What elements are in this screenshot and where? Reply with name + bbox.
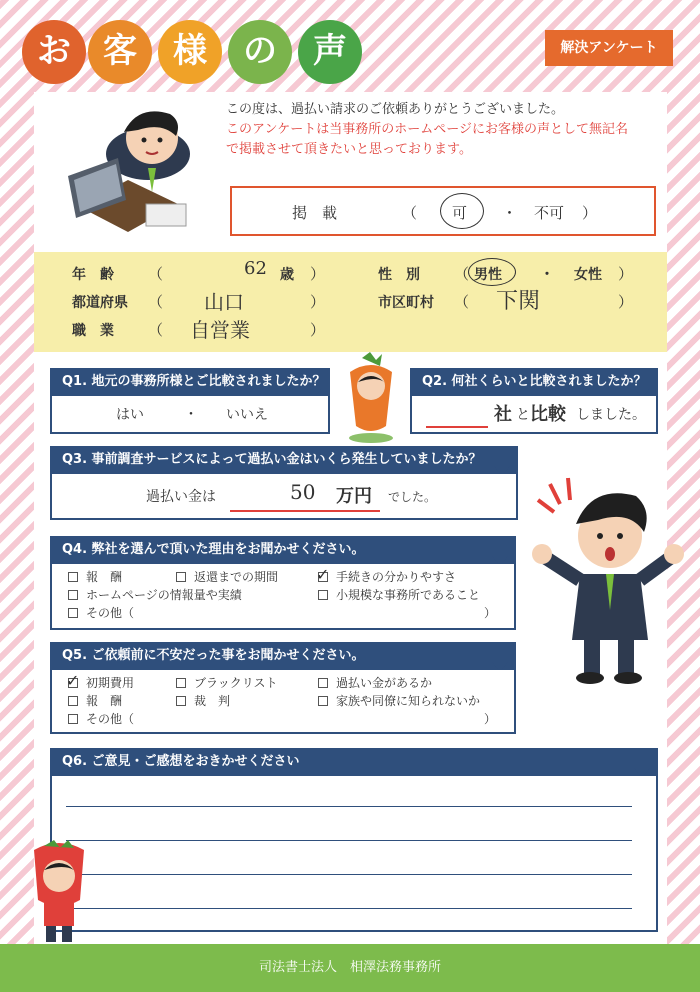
selected-circle bbox=[440, 193, 484, 229]
checkbox-icon[interactable] bbox=[176, 678, 186, 688]
prefecture-label: 都道府県 bbox=[72, 295, 128, 311]
checkbox-icon[interactable] bbox=[68, 608, 78, 618]
paren: ） bbox=[484, 712, 497, 726]
separator: ・ bbox=[502, 204, 518, 222]
option-label: 報 酬 bbox=[86, 570, 123, 584]
checkbox-icon[interactable] bbox=[68, 572, 78, 582]
paren: （ bbox=[454, 293, 470, 311]
option-label: その他（ bbox=[86, 606, 135, 620]
q3-header: Q3. 事前調査サービスによって過払い金はいくら発生していましたか？ bbox=[50, 446, 518, 474]
paren: ） bbox=[618, 265, 634, 283]
option-label: 過払い金があるか bbox=[336, 676, 433, 690]
q5-option[interactable] bbox=[318, 674, 432, 691]
paren: （ bbox=[148, 265, 164, 283]
q3-answer-box bbox=[50, 474, 518, 520]
page-title bbox=[22, 14, 382, 94]
option-label: 裁 判 bbox=[194, 694, 231, 708]
intro-text bbox=[226, 100, 666, 160]
option-label: 手続きの分かりやすさ bbox=[336, 570, 457, 584]
age-value[interactable]: 62 bbox=[244, 258, 267, 279]
q4-header: Q4. 弊社を選んで頂いた理由をお聞かせください。 bbox=[50, 536, 516, 564]
q5-header: Q5. ご依頼前に不安だった事をお聞かせください。 bbox=[50, 642, 516, 670]
checkbox-icon[interactable] bbox=[176, 696, 186, 706]
q2-header: Q2. 何社くらいと比較されましたか？ bbox=[410, 368, 658, 396]
q1-header: Q1. 地元の事務所様とご比較されましたか？ bbox=[50, 368, 330, 396]
job-label: 職 業 bbox=[72, 323, 114, 339]
selected-circle bbox=[468, 258, 516, 286]
gender-male[interactable]: 男性 bbox=[474, 267, 502, 283]
paren: ） bbox=[582, 204, 598, 222]
checkmark-icon: ✓ bbox=[316, 565, 330, 584]
checkbox-icon[interactable] bbox=[318, 678, 328, 688]
age-unit: 歳 bbox=[280, 267, 294, 283]
option-label: ホームページの情報量や実績 bbox=[86, 588, 242, 602]
intro-line: で掲載させて頂きたいと思っております。 bbox=[226, 142, 472, 157]
option-label: 返還までの期間 bbox=[194, 570, 279, 584]
checkbox-icon[interactable] bbox=[68, 714, 78, 724]
q2-to: と bbox=[516, 407, 530, 423]
q5-option[interactable] bbox=[176, 692, 230, 709]
q5-option[interactable] bbox=[66, 671, 135, 691]
publish-option-ok[interactable]: 可 bbox=[452, 204, 468, 222]
ruled-line bbox=[66, 874, 632, 875]
q2-suffix: しました。 bbox=[576, 407, 646, 423]
paren: ） bbox=[484, 606, 497, 620]
footer-company-name: 司法書士法人 相澤法務事務所 bbox=[0, 944, 700, 992]
strawberry-mascot-illustration bbox=[14, 840, 104, 950]
answer-underline bbox=[230, 510, 380, 512]
surprised-person-illustration bbox=[520, 470, 690, 686]
paren: （ bbox=[148, 321, 164, 339]
separator: ・ bbox=[184, 407, 198, 423]
ruled-line bbox=[66, 908, 632, 909]
checkbox-icon[interactable] bbox=[68, 696, 78, 706]
separator: ・ bbox=[540, 267, 554, 283]
q5-option-other[interactable] bbox=[68, 710, 134, 727]
checkbox-icon[interactable] bbox=[176, 572, 186, 582]
q4-option[interactable] bbox=[68, 568, 122, 585]
q5-option[interactable] bbox=[176, 674, 278, 691]
age-label: 年 齢 bbox=[72, 267, 114, 283]
q4-option[interactable] bbox=[68, 586, 242, 603]
gender-female[interactable]: 女性 bbox=[574, 267, 602, 283]
publish-option-ng[interactable]: 不可 bbox=[534, 204, 565, 222]
q1-yes[interactable]: はい bbox=[116, 407, 144, 423]
paren: （ bbox=[454, 265, 470, 283]
q4-option[interactable] bbox=[176, 568, 278, 585]
ruled-line bbox=[66, 806, 632, 807]
paren: （ bbox=[148, 293, 164, 311]
title-char: 客 bbox=[88, 20, 152, 84]
q2-company-unit: 社 bbox=[494, 404, 512, 425]
paren: ） bbox=[310, 321, 326, 339]
city-label: 市区町村 bbox=[378, 295, 434, 311]
q5-option[interactable] bbox=[68, 692, 122, 709]
carrot-mascot-illustration bbox=[336, 352, 406, 444]
ruled-line bbox=[66, 840, 632, 841]
checkmark-icon: ✓ bbox=[66, 671, 80, 690]
title-char: 様 bbox=[158, 20, 222, 84]
paren: （ bbox=[402, 204, 418, 222]
checkbox-icon[interactable] bbox=[68, 590, 78, 600]
option-label: ブラックリスト bbox=[194, 676, 278, 690]
q6-header: Q6. ご意見・ご感想をおきかせください bbox=[50, 748, 658, 776]
q2-compare: 比較 bbox=[530, 404, 566, 425]
survey-tag: 解決アンケート bbox=[545, 30, 673, 66]
q3-amount[interactable]: 50 bbox=[290, 480, 316, 504]
intro-line: この度は、過払い請求のご依頼ありがとうございました。 bbox=[226, 102, 565, 117]
checkbox-icon[interactable] bbox=[318, 696, 328, 706]
paren: ） bbox=[310, 293, 326, 311]
checkbox-icon[interactable] bbox=[66, 671, 80, 690]
option-label: その他（ bbox=[86, 712, 135, 726]
answer-underline bbox=[426, 426, 488, 428]
option-label: 家族や同僚に知られないか bbox=[336, 694, 481, 708]
q1-no[interactable]: いいえ bbox=[226, 407, 268, 423]
title-char: お bbox=[22, 20, 86, 84]
intro-line: このアンケートは当事務所のホームページにお客様の声として無記名 bbox=[226, 122, 628, 137]
publish-label: 掲 載 bbox=[292, 204, 338, 222]
q4-option[interactable] bbox=[316, 565, 457, 585]
checkbox-icon[interactable] bbox=[316, 565, 330, 584]
q3-suffix: でした。 bbox=[388, 490, 437, 504]
title-char: 声 bbox=[298, 20, 362, 84]
q5-option[interactable] bbox=[318, 692, 480, 709]
option-label: 報 酬 bbox=[86, 694, 123, 708]
q4-option[interactable] bbox=[318, 586, 480, 603]
gender-label: 性 別 bbox=[378, 267, 420, 283]
option-label: 小規模な事務所であること bbox=[336, 588, 481, 602]
laptop-person-illustration bbox=[58, 96, 208, 246]
title-char: の bbox=[228, 20, 292, 84]
city-value[interactable]: 下関 bbox=[496, 289, 541, 314]
paren: ） bbox=[618, 293, 634, 311]
prefecture-value[interactable]: 山口 bbox=[204, 290, 244, 314]
paren: ） bbox=[310, 265, 326, 283]
q4-option-other[interactable] bbox=[68, 604, 134, 621]
job-value[interactable]: 自営業 bbox=[190, 318, 250, 342]
option-label: 初期費用 bbox=[86, 676, 135, 690]
q3-unit: 万円 bbox=[336, 486, 372, 507]
q3-prefix: 過払い金は bbox=[146, 489, 216, 505]
profile-section bbox=[34, 252, 667, 352]
checkbox-icon[interactable] bbox=[318, 590, 328, 600]
